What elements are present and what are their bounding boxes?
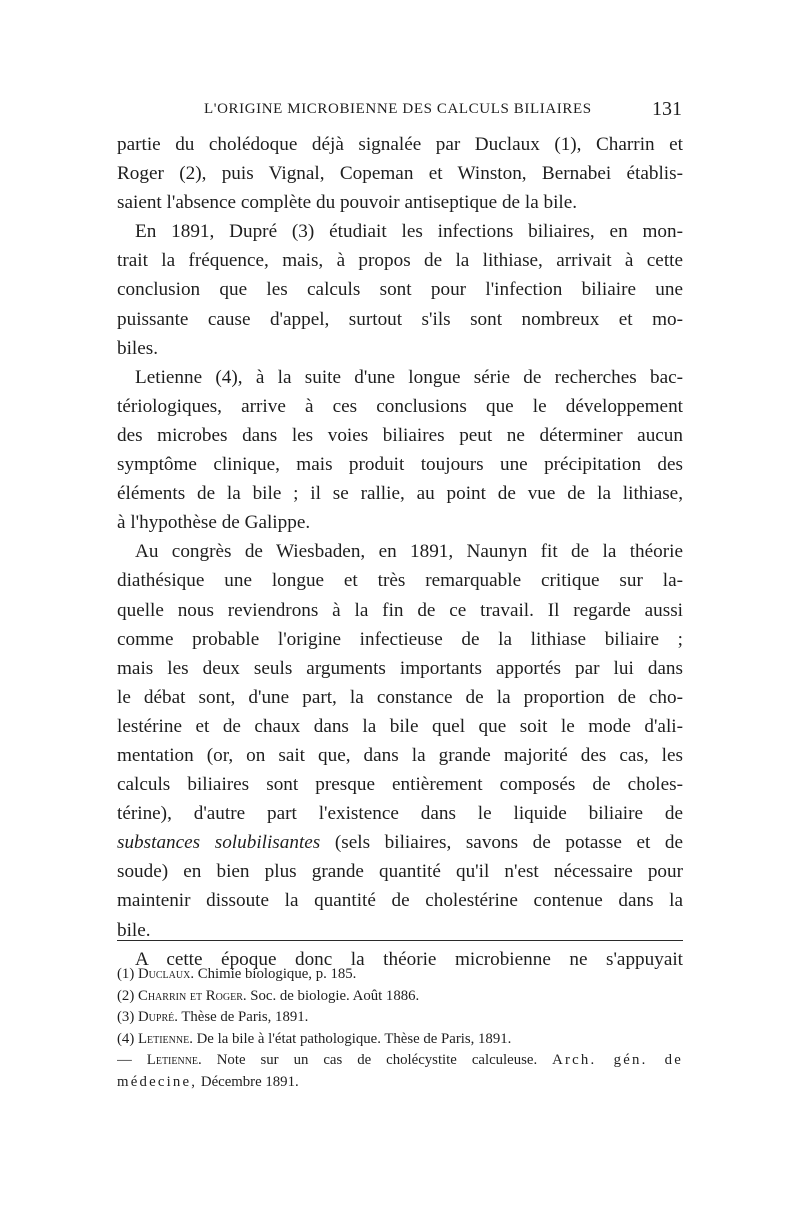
footnote-divider [117, 940, 683, 941]
footnote-number: (1) [117, 966, 135, 982]
text-line: symptôme clinique, mais produit toujours une précipitation des [117, 454, 683, 476]
footnote [117, 986, 683, 1008]
footnote [117, 1029, 683, 1051]
footnote-number: (2) [117, 987, 135, 1004]
text-line: En 1891, Dupré (3) étudiait les infections biliaires, en mon- [135, 221, 683, 243]
text-line: à l'hypothèse de Galippe. [117, 512, 311, 534]
footnote-author: Letienne. [146, 1052, 202, 1069]
text-line: Roger (2), puis Vignal, Copeman et Winston, Bernabei établis- [117, 163, 683, 185]
text-line: bile. [117, 919, 151, 941]
body-text [117, 130, 683, 974]
footnote-date: Décembre 1891. [200, 1073, 299, 1090]
text-line: tériologiques, arrive à ces conclusions que le développement [117, 395, 683, 417]
footnote [117, 964, 683, 986]
text-line: le débat sont, d'une part, la constance de la proportion de cho- [117, 686, 683, 708]
text-line: A cette époque donc la théorie microbienne ne s'appuyait [135, 948, 683, 970]
text-line: comme probable l'origine infectieuse de la lithiase biliaire ; [117, 628, 683, 650]
text-line: diathésique une longue et très remarquable critique sur la- [117, 570, 683, 592]
footnote-author: Duclaux. [137, 966, 195, 982]
text-line: puissante cause d'appel, surtout s'ils sont nombreux et mo- [117, 308, 683, 330]
footnote-text: De la bile à l'état pathologique. Thèse de Paris, 1891. [196, 1030, 512, 1047]
text-line: conclusion que les calculs sont pour l'infection biliaire une [117, 279, 683, 301]
footnote-number: (3) [117, 1009, 135, 1026]
footnote-text: Note sur un cas de cholécystite calculeuse. [216, 1052, 538, 1069]
text-line: quelle nous reviendrons à la fin de ce travail. Il regarde aussi [117, 599, 683, 621]
text-line: mais les deux seuls arguments importants apportés par lui dans [117, 657, 683, 679]
footnote [117, 1050, 683, 1072]
footnote [117, 1007, 683, 1029]
text-line: calculs biliaires sont presque entièrement composés de choles- [117, 774, 683, 796]
footnote-author: Dupré. [137, 1009, 178, 1026]
text-line: soude) en bien plus grande quantité qu'il n'est nécessaire pour [117, 861, 683, 883]
footnote-text: Chimie biologique, p. 185. [197, 966, 357, 982]
text-line-rest: (sels biliaires, savons de potasse et de [334, 832, 683, 854]
running-title: L'ORIGINE MICROBIENNE DES CALCULS BILIAIRES [204, 101, 592, 117]
footnotes [117, 964, 683, 1094]
page-number: 131 [652, 98, 682, 120]
footnote-dash: — [117, 1052, 132, 1069]
text-line: saient l'absence complète du pouvoir antiseptique de la bile. [117, 192, 578, 214]
text-line [117, 828, 683, 857]
text-line: partie du cholédoque déjà signalée par Duclaux (1), Charrin et [117, 134, 683, 155]
text-line: térine), d'autre part l'existence dans le liquide biliaire de [117, 803, 683, 825]
footnote-text: Thèse de Paris, 1891. [181, 1009, 309, 1026]
footnote-author: Letienne. [137, 1030, 193, 1047]
italic-phrase: substances solubilisantes [117, 832, 321, 854]
footnote-journal: Arch. gén. de [552, 1052, 683, 1069]
text-line: lestérine et de chaux dans la bile quel que soit le mode d'ali- [117, 715, 683, 737]
text-line: maintenir dissoute la quantité de cholestérine contenue dans la [117, 890, 683, 912]
text-line: Au congrès de Wiesbaden, en 1891, Naunyn fit de la théorie [135, 541, 683, 563]
text-line: éléments de la bile ; il se rallie, au point de vue de la lithiase, [117, 483, 683, 505]
text-line: Letienne (4), à la suite d'une longue série de recherches bac- [135, 366, 683, 388]
footnote-journal-cont: médecine, [117, 1073, 198, 1090]
footnote-text: Soc. de biologie. Août 1886. [250, 987, 420, 1004]
text-line: trait la fréquence, mais, à propos de la lithiase, arrivait à cette [117, 250, 683, 272]
text-line: mentation (or, on sait que, dans la grande majorité des cas, les [117, 744, 683, 766]
footnote-number: (4) [117, 1030, 135, 1047]
text-line: biles. [117, 337, 159, 359]
page-header [204, 98, 682, 124]
text-line: des microbes dans les voies biliaires peut ne déterminer aucun [117, 424, 683, 446]
footnote-continuation [117, 1072, 683, 1094]
footnote-author: Charrin et Roger. [137, 987, 247, 1004]
